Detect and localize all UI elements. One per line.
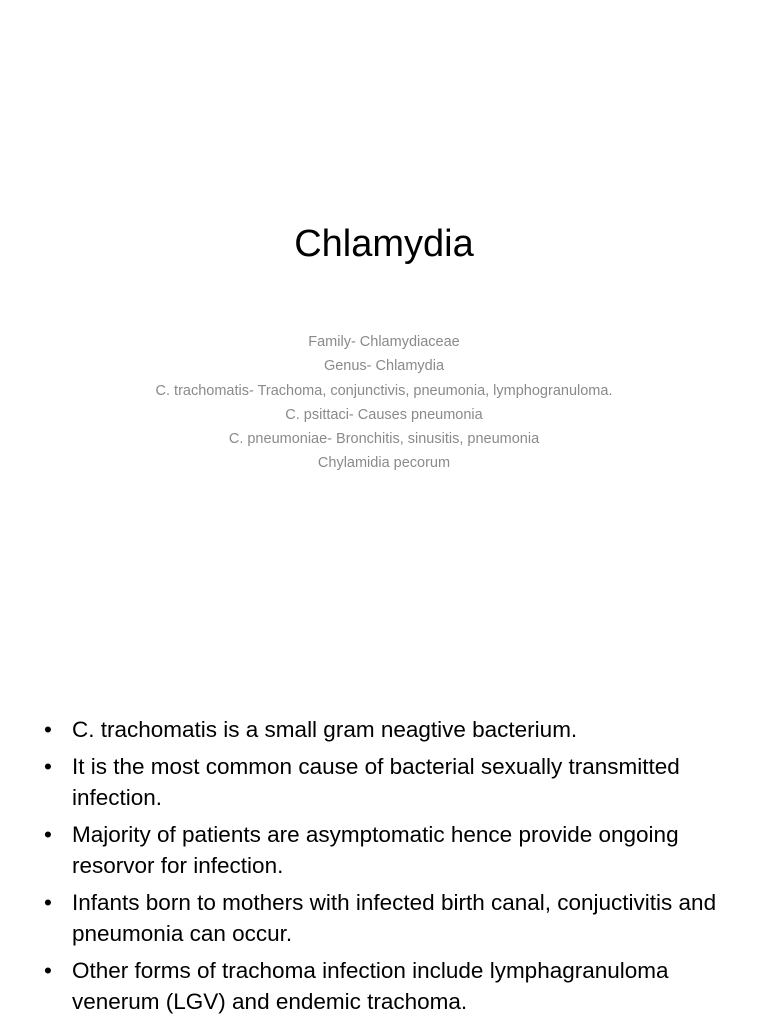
bullet-text: C. trachomatis is a small gram neagtive bacterium. [72, 717, 578, 742]
subtitle-line-psittaci: C. psittaci- Causes pneumonia [285, 406, 483, 423]
list-item [44, 887, 754, 950]
slide-subtitle [0, 330, 768, 476]
list-item [44, 714, 754, 746]
bullet-text: Infants born to mothers with infected birth canal, conjuctivitis and pneumonia can occur. [72, 889, 717, 946]
bullet-icon: • [44, 821, 52, 847]
subtitle-line-trachomatis: C. trachomatis- Trachoma, conjunctivis, pneumonia, lymphogranuloma. [155, 382, 613, 399]
list-item [44, 751, 754, 814]
bullet-list [44, 714, 754, 1023]
list-item [44, 819, 754, 882]
slide-title: Chlamydia [294, 223, 474, 265]
bullet-icon: • [44, 753, 52, 779]
bullet-text: It is the most common cause of bacterial sexually transmitted infection. [72, 753, 680, 810]
bullet-icon: • [44, 717, 52, 742]
bullet-icon: • [44, 957, 52, 983]
bullet-text: Other forms of trachoma infection include lymphagranuloma venerum (LGV) and endemic trachoma. [72, 957, 669, 1014]
bullet-icon: • [44, 889, 52, 915]
subtitle-line-family: Family- Chlamydiaceae [308, 334, 460, 350]
subtitle-line-pecorum: Chylamidia pecorum [317, 455, 451, 472]
subtitle-line-genus: Genus- Chlamydia [323, 358, 445, 375]
list-item [44, 955, 754, 1018]
bullet-text: Majority of patients are asymptomatic hence provide ongoing resorvor for infection. [72, 821, 679, 878]
subtitle-line-pneumoniae: C. pneumoniae- Bronchitis, sinusitis, pneumonia [228, 431, 540, 448]
